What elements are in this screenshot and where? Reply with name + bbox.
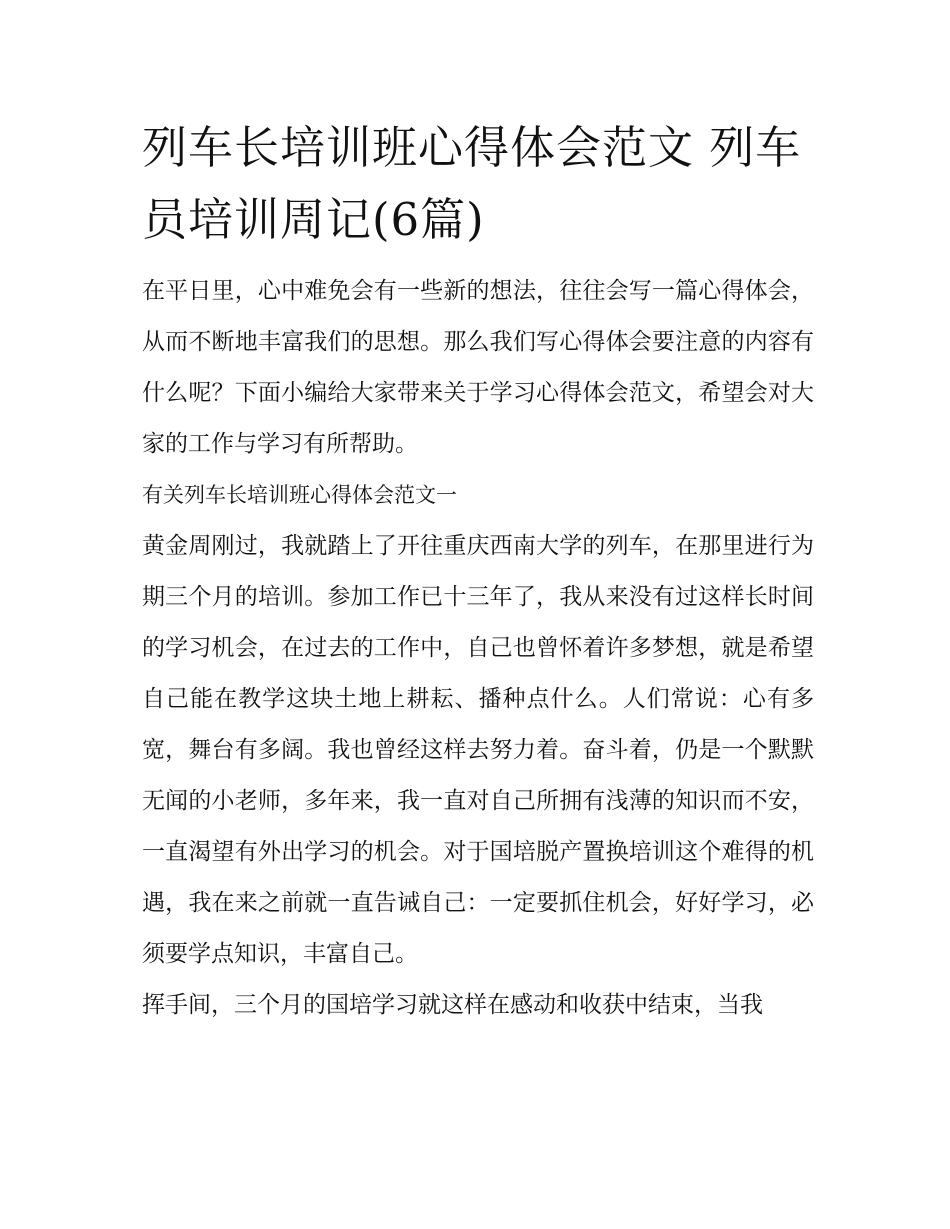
body-paragraph-1: 黄金周刚过，我就踏上了开往重庆西南大学的列车，在那里进行为期三个月的培训。参加工作已十三年了，我从来没有过这样长时间的学习机会，在过去的工作中，自己也曾怀着许多梦想，就是希望自己能在教学这块土地上耕耘、播种点什么。人们常说：心有多宽，舞台有多阔。我也曾经这样去努力着。奋斗着，仍是一个默默无闻的小老师，多年来，我一直对自己所拥有浅薄的知识而不安，一直渴望有外出学习的机会。对于国培脱产置换培训这个难得的机遇，我在来之前就一直告诫自己：一定要抓住机会，好好学习，必须要学点知识，丰富自己。 <box>142 533 814 967</box>
document-title: 列车长培训班心得体会范文 列车员培训周记(6篇) <box>142 121 802 246</box>
section-heading: 有关列车长培训班心得体会范文一 <box>142 483 457 507</box>
document-page <box>142 112 814 1031</box>
intro-paragraph: 在平日里，心中难免会有一些新的想法，往往会写一篇心得体会，从而不断地丰富我们的思想。那么我们写心得体会要注意的内容有什么呢？下面小编给大家带来关于学习心得体会范文，希望会对大家的工作与学习有所帮助。 <box>142 278 814 457</box>
body-paragraph-2: 挥手间，三个月的国培学习就这样在感动和收获中结束，当我 <box>142 992 763 1018</box>
